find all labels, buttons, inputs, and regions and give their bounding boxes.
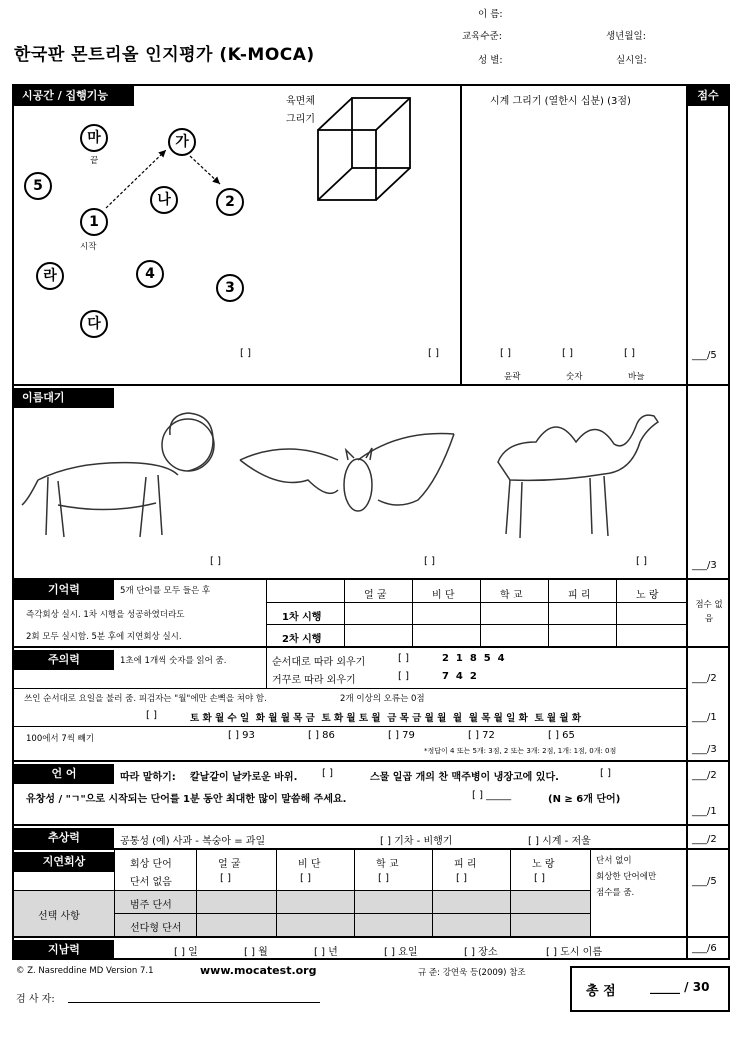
trail-circle: 4 [136,260,164,288]
tapping-note: 2개 이상의 오류는 0점 [340,694,425,704]
forward-digits: 2 1 8 5 4 [442,653,505,664]
trial-1-label: 1차 시행 [282,612,322,623]
recall-words-label: 회상 단어 [130,859,172,870]
website-link[interactable]: www.mocatest.org [200,964,317,977]
lion-bracket[interactable]: [ ] [210,556,221,567]
memory-desc-2: 즉각회상 실시. 1차 시행을 성공하였더라도 [26,610,185,620]
memory-word-5: 노 랑 [636,590,659,601]
recall-note-3: 점수를 줌. [596,888,635,898]
trial-2-label: 2차 시행 [282,634,322,645]
test-date-label: 실시일: [616,55,647,66]
orientation-section-label: 지남력 [14,940,114,960]
orientation-year[interactable]: [ ] 년 [314,947,338,958]
memory-section-label: 기억력 [14,580,114,600]
mc-cue-label: 선다형 단서 [130,923,182,934]
education-label: 교육수준: [462,31,502,42]
repeat-label: 따라 말하기: [120,772,176,783]
clock-contour-bracket[interactable]: [ ] [500,348,511,359]
recall-word-3: 학 교 [376,859,399,870]
delayed-recall-score[interactable]: ___/5 [692,876,717,887]
trail-circle: 나 [150,186,178,214]
orientation-place[interactable]: [ ] 장소 [464,947,498,958]
page-title: 한국판 몬트리올 인지평가 (K-MOCA) [14,45,315,65]
naming-score[interactable]: ___/3 [692,560,717,571]
tapping-desc: 쓰인 순서대로 요일을 불러 줌. 피검자는 "월"에만 손뼉을 쳐야 함. [24,694,267,704]
end-label: 끝 [90,156,99,166]
serial-note: *정답이 4 또는 5개: 3점, 2 또는 3개: 2점, 1개: 1점, 0개: 0점 [424,747,617,755]
no-cue-label: 단서 없음 [130,877,172,888]
clock-numbers-label: 숫자 [566,372,583,382]
naming-section-label: 이름대기 [14,388,114,408]
cube-drawing [312,92,422,212]
serial-item[interactable]: [ ] 65 [548,730,575,741]
serial-item[interactable]: [ ] 86 [308,730,335,741]
backward-label: 거꾸로 따라 외우기 [272,675,356,686]
recall-bracket-5[interactable]: [ ] [534,873,545,884]
cube-bracket[interactable]: [ ] [428,348,439,359]
recall-word-2: 비 단 [298,859,321,870]
orientation-month[interactable]: [ ] 월 [244,947,268,958]
serial-label: 100에서 7씩 빼기 [26,734,95,744]
digit-span-score[interactable]: ___/2 [692,673,717,684]
trail-arrows [14,100,274,340]
tapping-score[interactable]: ___/1 [692,712,717,723]
trail-circle: 다 [80,310,108,338]
orientation-score[interactable]: ___/6 [692,943,717,954]
category-cue-label: 범주 단서 [130,900,172,911]
recall-bracket-1[interactable]: [ ] [220,873,231,884]
trail-circle: 2 [216,188,244,216]
examiner-signature-line[interactable] [68,1002,320,1003]
memory-word-3: 학 교 [500,590,523,601]
copyright: © Z. Nasreddine MD Version 7.1 [16,966,154,976]
recall-note-2: 회상한 단어에만 [596,872,657,882]
trail-circle: 라 [36,262,64,290]
fluency-criterion: (N ≥ 6개 단어) [548,794,621,805]
recall-word-5: 노 랑 [532,859,555,870]
orientation-day[interactable]: [ ] 요일 [384,947,418,958]
recall-bracket-3[interactable]: [ ] [378,873,389,884]
memory-desc-3: 2회 모두 실시함. 5분 후에 지연회상 실시. [26,632,182,642]
abstraction-section-label: 추상력 [14,828,114,848]
serial-item[interactable]: [ ] 93 [228,730,255,741]
repeat-score[interactable]: ___/2 [692,770,717,781]
sex-label: 성 별: [478,55,503,66]
abstraction-item-2[interactable]: [ ] 시계 - 저울 [528,836,591,847]
memory-no-score: 점수 없음 [695,600,723,624]
sentence-2-bracket[interactable]: [ ] [600,768,611,779]
trail-bracket[interactable]: [ ] [240,348,251,359]
trail-circle: 3 [216,274,244,302]
abstraction-score[interactable]: ___/2 [692,834,717,845]
recall-bracket-4[interactable]: [ ] [456,873,467,884]
total-label: 총 점 [586,984,616,999]
abstraction-item-1[interactable]: [ ] 기차 - 비행기 [380,836,453,847]
norm-reference: 규 준: 강연욱 등(2009) 참조 [418,968,526,978]
orientation-city[interactable]: [ ] 도시 이름 [546,947,602,958]
abstraction-example: 공통성 (예) 사과 - 복숭아 = 과일 [120,836,266,847]
visuo-score[interactable]: ___/5 [692,350,717,361]
camel-bracket[interactable]: [ ] [636,556,647,567]
trail-circle: 1 [80,208,108,236]
clock-numbers-bracket[interactable]: [ ] [562,348,573,359]
birth-label: 생년월일: [606,31,646,42]
cube-title-2: 그리기 [286,114,315,125]
sentence-2: 스물 일곱 개의 찬 맥주병이 냉장고에 있다. [370,772,559,783]
forward-bracket[interactable]: [ ] [398,653,409,664]
tapping-bracket[interactable]: [ ] [146,710,157,721]
tapping-sequence: 토 화 월 수 일 화 월 월 목 금 토 화 월 토 월 금 목 금 월 월 월 월 목 월 일 화 토 월 월 화 [190,713,582,724]
orientation-date[interactable]: [ ] 일 [174,947,198,958]
clock-hands-bracket[interactable]: [ ] [624,348,635,359]
recall-word-4: 피 리 [454,859,477,870]
backward-digits: 7 4 2 [442,671,477,682]
clock-title: 시계 그리기 (열한시 십분) (3점) [490,96,631,107]
bat-bracket[interactable]: [ ] [424,556,435,567]
serial-item[interactable]: [ ] 79 [388,730,415,741]
lion-illustration [18,405,218,545]
recall-note-1: 단서 없이 [596,856,632,866]
attention-section-label: 주의력 [14,650,114,670]
trail-circle: 마 [80,124,108,152]
sentence-1: 칼날같이 날카로운 바위. [190,772,298,783]
language-section-label: 언 어 [14,764,114,784]
trail-circle: 5 [24,172,52,200]
visuo-section-label: 시공간 / 집행기능 [14,86,134,106]
fluency-blank[interactable]: [ ] _____ [472,790,512,801]
memory-word-1: 얼 굴 [364,590,387,601]
name-label: 이 름: [478,9,503,20]
memory-word-2: 비 단 [432,590,455,601]
recall-word-1: 얼 굴 [218,859,241,870]
score-header: 점수 [688,86,728,106]
fluency-score[interactable]: ___/1 [692,806,717,817]
forward-label: 순서대로 따라 외우기 [272,657,366,668]
fluency-instruction: 유창성 / "ㄱ"으로 시작되는 단어를 1분 동안 최대한 많이 말씀해 주세요. [26,794,347,805]
trail-circle: 가 [168,128,196,156]
recall-bracket-2[interactable]: [ ] [300,873,311,884]
examiner-label: 검 사 자: [16,994,55,1005]
serial-score[interactable]: ___/3 [692,744,717,755]
score-column-divider [686,84,688,960]
camel-illustration [486,402,666,544]
backward-bracket[interactable]: [ ] [398,671,409,682]
memory-desc-1: 5개 단어를 모두 들은 후 [120,586,211,596]
bat-illustration [238,430,456,530]
clock-hands-label: 바늘 [628,372,645,382]
total-score[interactable]: _____ / 30 [650,980,710,994]
clock-contour-label: 윤곽 [504,372,521,382]
optional-label: 선택 사항 [38,911,80,922]
sentence-1-bracket[interactable]: [ ] [322,768,333,779]
cube-title-1: 육면체 [286,96,315,107]
attention-desc: 1초에 1개씩 숫자를 읽어 줌. [120,656,227,666]
start-label: 시작 [80,242,97,252]
delayed-recall-section-label: 지연회상 [14,852,114,872]
serial-item[interactable]: [ ] 72 [468,730,495,741]
memory-word-4: 피 리 [568,590,591,601]
